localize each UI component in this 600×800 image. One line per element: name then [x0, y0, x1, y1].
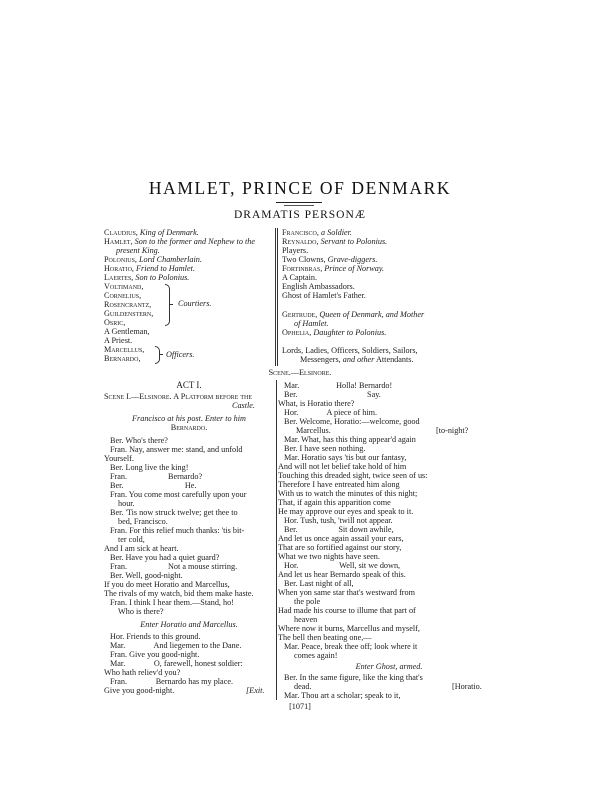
dialogue-line: Mar. Peace, break thee off; look where it — [284, 642, 418, 651]
title-rule — [276, 202, 322, 203]
dialogue-line: Fran. For this relief much thanks: 'tis bit- — [110, 526, 245, 535]
dialogue-line: Therefore I have entreated him along — [278, 480, 400, 489]
dialogue-line: Ber. Who's there? — [110, 436, 168, 445]
dialogue-line: Ber. Sit down awhile, — [284, 525, 394, 534]
dialogue-line: Ber. Have you had a quiet guard? — [110, 553, 220, 562]
person-ophelia: Ophelia, Daughter to Polonius. — [282, 328, 387, 337]
dialogue-line: Fran. You come most carefully upon your — [110, 490, 247, 499]
person-ambassadors: English Ambassadors. — [282, 282, 355, 291]
dialogue-line: Hor. Friends to this ground. — [110, 632, 201, 641]
dialogue-line: Ber. I have seen nothing. — [284, 444, 366, 453]
title-rule-short — [284, 205, 314, 206]
dialogue-line: hour. — [118, 499, 135, 508]
dialogue-line: Ber. In the same figure, like the king that's — [284, 673, 423, 682]
person-marcellus: Marcellus, — [104, 345, 145, 354]
person-osric: Osric, — [104, 318, 126, 327]
dialogue-line: Who hath reliev'd you? — [104, 668, 181, 677]
dialogue-line: And I am sick at heart. — [104, 544, 179, 553]
person-horatio: Horatio, Friend to Hamlet. — [104, 264, 195, 273]
person-hamlet: Hamlet, Son to the former and Nephew to the — [104, 237, 255, 246]
person-cornelius: Cornelius, — [104, 291, 142, 300]
dialogue-line: Mar. What, has this thing appear'd again — [284, 435, 416, 444]
dialogue-line: Had made his course to illume that part of — [278, 606, 416, 615]
dialogue-line: Hor. Tush, tush, 'twill not appear. — [284, 516, 393, 525]
dialogue-line: What, is Horatio there? — [278, 399, 355, 408]
dialogue-line: comes again! — [294, 651, 338, 660]
dialogue-line: Ber. Last night of all, — [284, 579, 354, 588]
person-lords-cont: Messengers, and other Attendants. — [300, 355, 414, 364]
courtiers-label: Courtiers. — [178, 299, 212, 308]
dialogue-line: [Horatio. — [452, 682, 482, 691]
dialogue-line: Ber. Say. — [284, 390, 381, 399]
stage-direction: Enter Horatio and Marcellus. — [140, 620, 238, 629]
personae-divider-inner — [277, 228, 278, 366]
dialogue-line: heaven — [294, 615, 318, 624]
stage-direction: Francisco at his post. Enter to him — [132, 414, 246, 423]
dialogue-line: Ber. 'Tis now struck twelve; get thee to — [110, 508, 238, 517]
person-bernardo: Bernardo, — [104, 354, 141, 363]
dialogue-line: bed, Francisco. — [118, 517, 168, 526]
person-hamlet-cont: present King. — [116, 246, 160, 255]
play-title: HAMLET, PRINCE OF DENMARK — [148, 178, 452, 198]
dialogue-line: Mar. O, farewell, honest soldier: — [110, 659, 243, 668]
dialogue-line: Ber. Long live the king! — [110, 463, 189, 472]
person-players: Players. — [282, 246, 309, 255]
stage-direction: Enter Ghost, armed. — [355, 662, 423, 671]
dialogue-line: Ber. Welcome, Horatio:—welcome, good — [284, 417, 420, 426]
person-ghost: Ghost of Hamlet's Father. — [282, 291, 366, 300]
scene-setting: Scene.—Elsinore. — [268, 368, 332, 377]
person-polonius: Polonius, Lord Chamberlain. — [104, 255, 202, 264]
column-divider — [276, 380, 277, 700]
officers-brace-tip — [159, 354, 163, 355]
dialogue-line: Hor. A piece of him. — [284, 408, 378, 417]
dialogue-line: Ber. He. — [110, 481, 197, 490]
dialogue-line: Ber. Well, good-night. — [110, 571, 183, 580]
dialogue-line: Fran. Bernardo? — [110, 472, 203, 481]
officers-brace — [155, 346, 160, 364]
dialogue-line: Yourself. — [104, 454, 134, 463]
person-clowns: Two Clowns, Grave-diggers. — [282, 255, 378, 264]
dialogue-line: dead. — [294, 682, 312, 691]
dialogue-line: ter cold, — [118, 535, 145, 544]
dialogue-line: Hor. Well, sit we down, — [284, 561, 401, 570]
dialogue-line: The rivals of my watch, bid them make haste. — [104, 589, 254, 598]
personae-divider — [275, 228, 276, 366]
dialogue-line: Fran. Not a mouse stirring. — [110, 562, 238, 571]
dialogue-line: With us to watch the minutes of this night; — [278, 489, 418, 498]
dialogue-line: When yon same star that's westward from — [278, 588, 415, 597]
dialogue-line: And will not let belief take hold of him — [278, 462, 407, 471]
dialogue-line: The bell then beating one,— — [278, 633, 372, 642]
dialogue-line: If you do meet Horatio and Marcellus, — [104, 580, 230, 589]
dialogue-line: Mar. Holla! Bernardo! — [284, 381, 393, 390]
dialogue-line: Give you good-night. — [104, 686, 175, 695]
person-reynaldo: Reynaldo, Servant to Polonius. — [282, 237, 388, 246]
person-guildenstern: Guildenstern, — [104, 309, 154, 318]
dialogue-line: Mar. Horatio says 'tis but our fantasy, — [284, 453, 407, 462]
person-francisco: Francisco, a Soldier. — [282, 228, 352, 237]
person-lords: Lords, Ladies, Officers, Soldiers, Sailors, — [282, 346, 418, 355]
person-gentleman: A Gentleman, — [104, 327, 150, 336]
act-heading: ACT I. — [176, 380, 202, 390]
dialogue-line: He may approve our eyes and speak to it. — [278, 507, 414, 516]
courtiers-brace-tip — [169, 304, 173, 305]
dialogue-line: Where now it burns, Marcellus and myself, — [278, 624, 420, 633]
dramatis-personae-heading: DRAMATIS PERSONÆ — [234, 209, 366, 221]
dialogue-line: That are so fortified against our story, — [278, 543, 402, 552]
person-captain: A Captain. — [282, 273, 318, 282]
dialogue-line: Who is there? — [118, 607, 164, 616]
dialogue-line: Mar. Thou art a scholar; speak to it, — [284, 691, 401, 700]
person-voltimand: Voltimand, — [104, 282, 144, 291]
dialogue-line: And let us once again assail your ears, — [278, 534, 404, 543]
dialogue-line: Fran. Bernardo has my place. — [110, 677, 234, 686]
courtiers-brace — [165, 284, 170, 326]
dialogue-line: the pole — [294, 597, 321, 606]
person-rosencrantz: Rosencrantz, — [104, 300, 152, 309]
dialogue-line: What we two nights have seen. — [278, 552, 380, 561]
dialogue-line: And let us hear Bernardo speak of this. — [278, 570, 406, 579]
exit-direction: [Exit. — [246, 686, 265, 695]
dialogue-line: Fran. I think I hear them.—Stand, ho! — [110, 598, 234, 607]
page-number: [1071] — [289, 702, 311, 711]
person-laertes: Laertes, Son to Polonius. — [104, 273, 190, 282]
stage-direction-cont: Bernardo. — [170, 423, 208, 432]
dialogue-line: [to-night? — [436, 426, 469, 435]
dialogue-line: Fran. Nay, answer me: stand, and unfold — [110, 445, 243, 454]
dialogue-line: Touching this dreaded sight, twice seen of us: — [278, 471, 428, 480]
person-gertrude-cont: of Hamlet. — [294, 319, 329, 328]
person-priest: A Priest. — [104, 336, 133, 345]
person-gertrude: Gertrude, Queen of Denmark, and Mother — [282, 310, 425, 319]
person-fortinbras: Fortinbras, Prince of Norway. — [282, 264, 385, 273]
officers-label: Officers. — [166, 350, 195, 359]
dialogue-line: Mar. And liegemen to the Dane. — [110, 641, 242, 650]
person-claudius: Claudius, King of Denmark. — [104, 228, 199, 237]
dialogue-line: Fran. Give you good-night. — [110, 650, 200, 659]
scene-heading-cont: Castle. — [232, 401, 255, 410]
dialogue-line: That, if again this apparition come — [278, 498, 391, 507]
dialogue-line: Marcellus. — [296, 426, 331, 435]
scene-heading: Scene I.—Elsinore. A Platform before the — [104, 392, 253, 401]
